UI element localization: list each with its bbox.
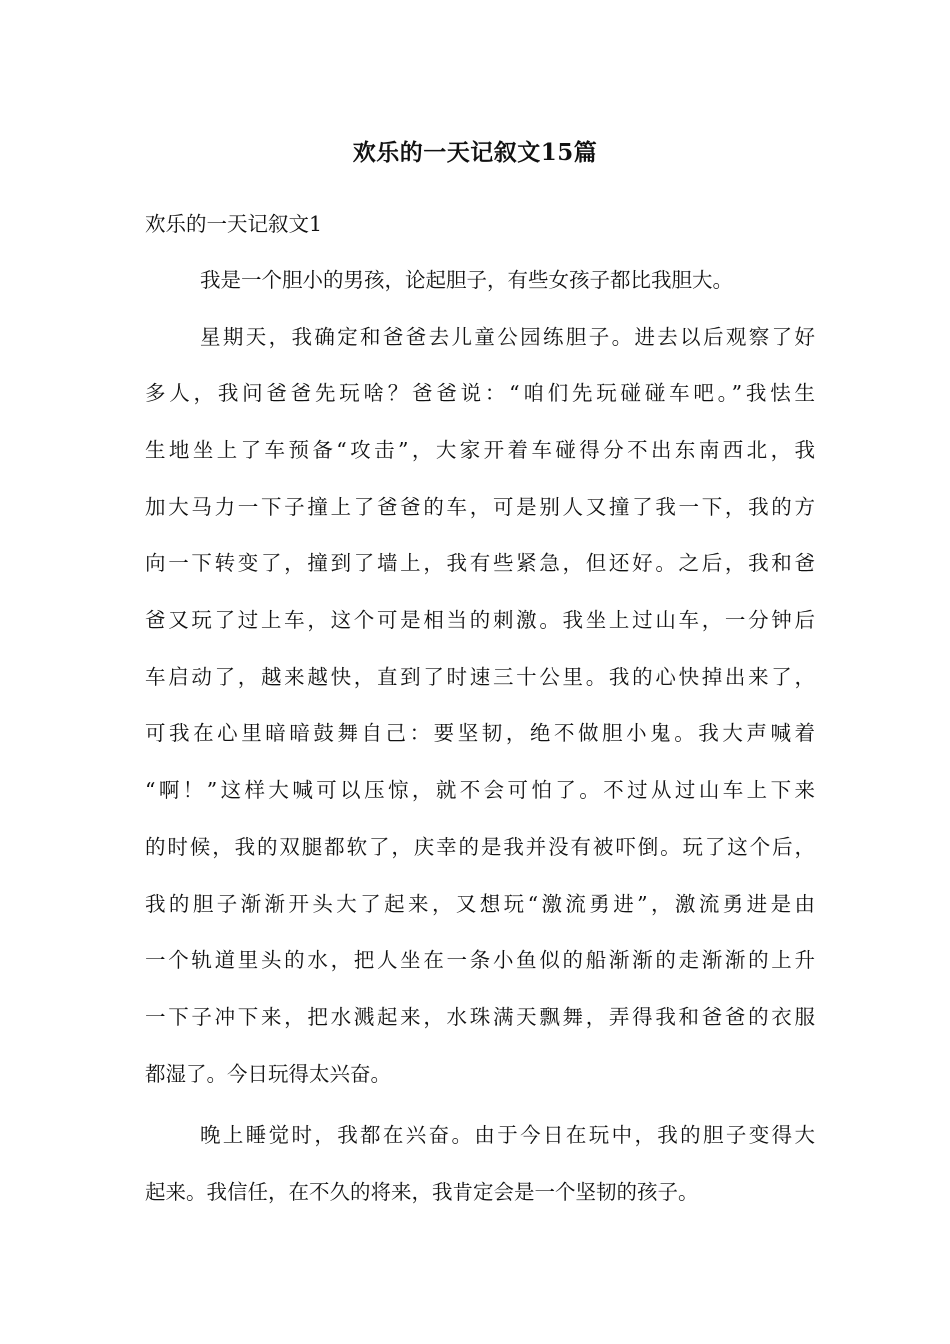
paragraph-line: 向一下转变了，撞到了墙上，我有些紧急，但还好。之后，我和爸: [145, 551, 815, 575]
document-title: 欢乐的一天记叙文15篇: [352, 139, 598, 166]
paragraph-line: 爸又玩了过上车，这个可是相当的刺激。我坐上过山车，一分钟后: [145, 608, 815, 632]
paragraph-line: 生地坐上了车预备“攻击”，大家开着车碰得分不出东南西北，我: [145, 438, 815, 462]
paragraph-line: 多人，我问爸爸先玩啥？爸爸说：“咱们先玩碰碰车吧。”我怯生: [145, 381, 815, 405]
paragraph-line: 起来。我信任，在不久的将来，我肯定会是一个坚韧的孩子。: [145, 1180, 699, 1204]
section-heading: 欢乐的一天记叙文1: [145, 212, 323, 236]
paragraph-line: 的时候，我的双腿都软了，庆幸的是我并没有被吓倒。玩了这个后，: [145, 835, 815, 859]
paragraph-line: “啊！”这样大喊可以压惊，就不会可怕了。不过从过山车上下来: [145, 778, 815, 802]
paragraph-line: 星期天，我确定和爸爸去儿童公园练胆子。进去以后观察了好: [200, 325, 815, 349]
paragraph-line: 我是一个胆小的男孩，论起胆子，有些女孩子都比我胆大。: [200, 268, 733, 292]
paragraph-line: 都湿了。今日玩得太兴奋。: [145, 1062, 391, 1086]
paragraph-line: 我的胆子渐渐开头大了起来，又想玩“激流勇进”，激流勇进是由: [145, 892, 815, 916]
paragraph-line: 一下子冲下来，把水溅起来，水珠满天飘舞，弄得我和爸爸的衣服: [145, 1005, 815, 1029]
paragraph-line: 车启动了，越来越快，直到了时速三十公里。我的心快掉出来了，: [145, 665, 815, 689]
paragraph-line: 一个轨道里头的水，把人坐在一条小鱼似的船渐渐的走渐渐的上升: [145, 948, 815, 972]
paragraph-line: 晚上睡觉时，我都在兴奋。由于今日在玩中，我的胆子变得大: [200, 1123, 815, 1147]
paragraph-line: 加大马力一下子撞上了爸爸的车，可是别人又撞了我一下，我的方: [145, 495, 815, 519]
paragraph-line: 可我在心里暗暗鼓舞自己：要坚韧，绝不做胆小鬼。我大声喊着: [145, 721, 815, 745]
